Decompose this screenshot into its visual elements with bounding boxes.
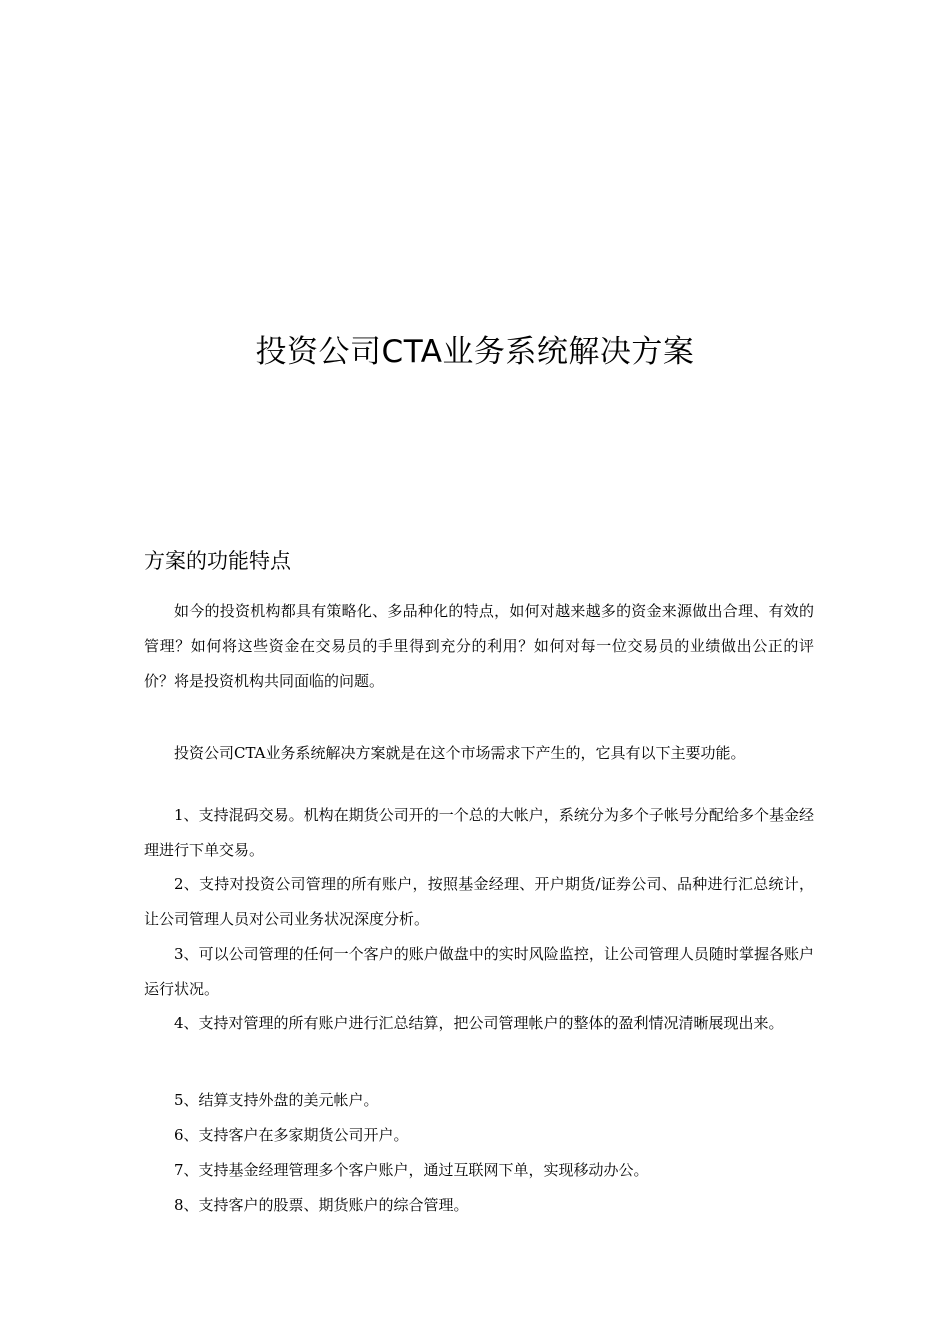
feature-item-7: 7、支持基金经理管理多个客户账户，通过互联网下单，实现移动办公。 (174, 1161, 649, 1179)
feature-item-3: 3、可以公司管理的任何一个客户的账户做盘中的实时风险监控，让公司管理人员随时掌握各账户运行状况。 (144, 945, 814, 998)
feature-item-2: 2、支持对投资公司管理的所有账户，按照基金经理、开户期货/证券公司、品种进行汇总统计，让公司管理人员对公司业务状况深度分析。 (144, 875, 814, 928)
feature-item-6: 6、支持客户在多家期货公司开户。 (174, 1126, 409, 1144)
paragraph-intro: 如今的投资机构都具有策略化、多品种化的特点，如何对越来越多的资金来源做出合理、有效的管理？如何将这些资金在交易员的手里得到充分的利用？如何对每一位交易员的业绩做出公正的评价？将是投资机构共同面临的问题。 (144, 602, 814, 690)
section-heading: 方案的功能特点 (144, 549, 291, 573)
feature-item-4: 4、支持对管理的所有账户进行汇总结算，把公司管理帐户的整体的盈利情况清晰展现出来。 (174, 1014, 784, 1032)
feature-item-1: 1、支持混码交易。机构在期货公司开的一个总的大帐户，系统分为多个子帐号分配给多个基金经理进行下单交易。 (144, 806, 814, 859)
feature-item-5: 5、结算支持外盘的美元帐户。 (174, 1091, 379, 1109)
feature-item-8: 8、支持客户的股票、期货账户的综合管理。 (174, 1196, 469, 1214)
paragraph-summary: 投资公司CTA业务系统解决方案就是在这个市场需求下产生的，它具有以下主要功能。 (174, 744, 746, 762)
document-title: 投资公司CTA业务系统解决方案 (255, 334, 695, 370)
